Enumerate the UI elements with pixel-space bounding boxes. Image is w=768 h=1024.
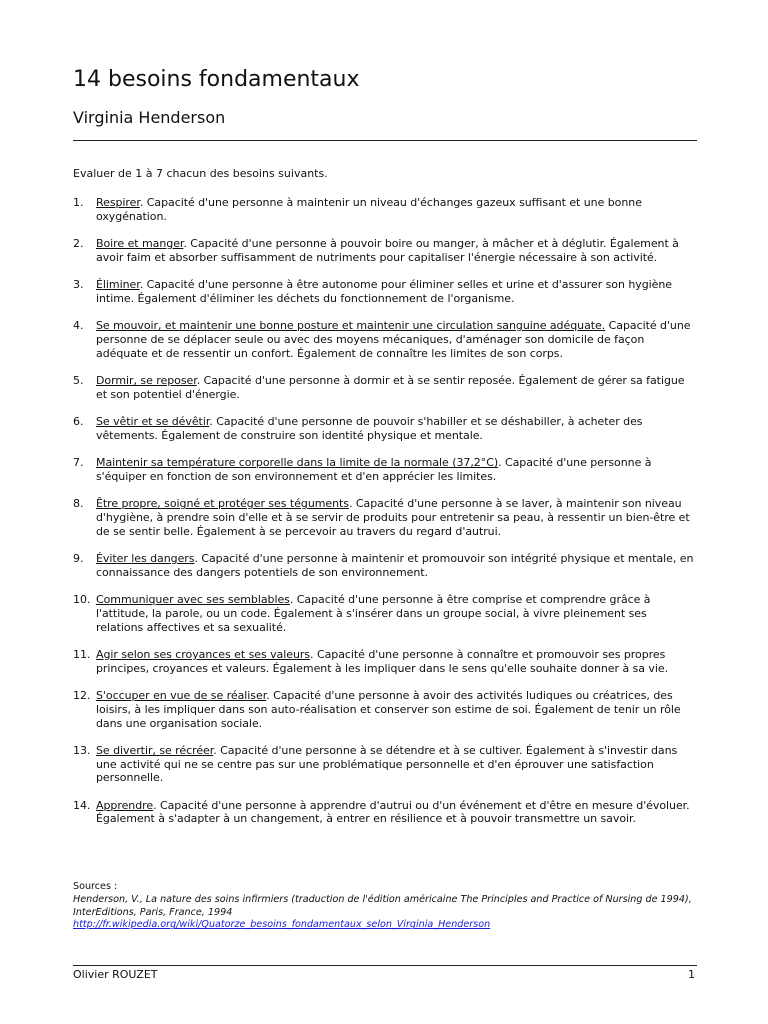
footer-author: Olivier ROUZET <box>73 968 158 981</box>
document-page <box>73 0 697 1024</box>
need-description: . Capacité d'une personne à pouvoir boire ou manger, à mâcher et à déglutir. Également à avoir faim et absorber suffisamment de nutriments pour capitaliser l'énergie nécessaire à son activité. <box>96 237 679 264</box>
need-item <box>73 689 697 730</box>
page-title: 14 besoins fondamentaux <box>73 67 360 92</box>
need-number: 1. <box>73 196 84 209</box>
need-name: Respirer <box>96 196 140 209</box>
need-name: Être propre, soigné et protéger ses téguments <box>96 497 349 511</box>
need-number: 2. <box>73 237 84 251</box>
need-description: . Capacité d'une personne de pouvoir s'habiller et se déshabiller, à acheter des vêtements. Également de construire son identité physique et mentale. <box>96 415 643 442</box>
need-description: . Capacité d'une personne à maintenir et promouvoir son intégrité physique et mentale, en connaissance des dangers potentiels de son environnement. <box>96 552 694 579</box>
need-name: Dormir, se reposer <box>96 374 197 388</box>
need-description: . Capacité d'une personne à se laver, à maintenir son niveau d'hygiène, à prendre soin d'elle et à se servir de produits pour entretenir sa peau, à ressentir un bien-être et de se sentir belle. Également à se percevoir au travers du regard d'autrui. <box>96 497 690 538</box>
need-item <box>73 415 697 442</box>
sources-label: Sources : <box>73 881 118 892</box>
footer-divider <box>73 965 697 966</box>
need-name: Se mouvoir, et maintenir une bonne posture et maintenir une circulation sanguine adéquate. <box>96 319 606 333</box>
need-number: 13. <box>73 743 91 757</box>
need-number: 14. <box>73 798 91 812</box>
need-number: 11. <box>73 648 91 662</box>
need-item <box>73 196 697 223</box>
need-item <box>73 374 697 401</box>
need-description: . Capacité d'une personne à être comprise et comprendre grâce à l'attitude, la parole, ou un code. Également à s'insérer dans un groupe social, à vivre pleinement ses relations affectives et sa sexualité. <box>96 593 651 634</box>
need-number: 8. <box>73 497 84 511</box>
need-description: . Capacité d'une personne à être autonome pour éliminer selles et urine et d'assurer son hygiène intime. Également d'éliminer les déchets du fonctionnement de l'organisme. <box>96 278 673 305</box>
need-name: Maintenir sa température corporelle dans la limite de la normale (37,2°C) <box>96 456 499 470</box>
need-number: 9. <box>73 552 84 566</box>
sources-block <box>73 881 697 932</box>
need-number: 5. <box>73 374 84 388</box>
need-description: . Capacité d'une personne à maintenir un niveau d'échanges gazeux suffisant et une bonne oxygénation. <box>96 196 642 223</box>
need-number: 7. <box>73 456 84 470</box>
need-name: Agir selon ses croyances et ses valeurs <box>96 648 311 662</box>
header-divider <box>73 140 697 141</box>
need-item <box>73 744 697 785</box>
footer-page-number: 1 <box>688 968 695 981</box>
need-description: . Capacité d'une personne à s'équiper en fonction de son environnement et d'en apprécier les limites. <box>96 456 652 483</box>
need-name: Boire et manger <box>96 237 184 251</box>
need-item <box>73 552 697 579</box>
need-number: 6. <box>73 415 84 429</box>
need-name: Communiquer avec ses semblables <box>96 593 290 607</box>
need-item <box>73 593 697 634</box>
need-description: . Capacité d'une personne à dormir et à se sentir reposée. Également de gérer sa fatigue et son potentiel d'énergie. <box>96 374 685 401</box>
need-item <box>73 319 697 360</box>
need-description: Capacité d'une personne de se déplacer seule ou avec des moyens mécaniques, d'aménager son domicile de façon adéquate et de ressentir un confort. Également de connaître les limites de son corps. <box>96 319 691 360</box>
needs-list <box>73 196 697 840</box>
sources-reference: Henderson, V., La nature des soins infirmiers (traduction de l'édition américaine The Principles and Practice of Nursing de 1994), InterEditions, Paris, France, 1994 <box>73 893 692 918</box>
intro-text: Evaluer de 1 à 7 chacun des besoins suivants. <box>73 167 328 180</box>
need-name: Éviter les dangers <box>96 552 195 566</box>
page-subtitle: Virginia Henderson <box>73 108 226 127</box>
need-number: 12. <box>73 689 91 703</box>
need-name: Se divertir, se récréer <box>96 743 214 757</box>
need-item <box>73 456 697 483</box>
need-number: 10. <box>73 593 91 607</box>
need-item <box>73 648 697 675</box>
need-description: . Capacité d'une personne à avoir des activités ludiques ou créatrices, des loisirs, à les impliquer dans son auto-réalisation et conserver son estime de soi. Également de tenir un rôle dans une organisation sociale. <box>96 689 681 730</box>
need-name: Éliminer <box>96 278 140 292</box>
need-description: . Capacité d'une personne à connaître et promouvoir ses propres principes, croyances et valeurs. Également à les impliquer dans le sens qu'elle souhaite donner à sa vie. <box>96 648 669 675</box>
need-item <box>73 799 697 826</box>
sources-link[interactable]: http://fr.wikipedia.org/wiki/Quatorze_besoins_fondamentaux_selon_Virginia_Henderson <box>73 919 491 931</box>
need-item <box>73 278 697 305</box>
need-number: 4. <box>73 319 84 333</box>
need-name: S'occuper en vue de se réaliser <box>96 689 267 703</box>
need-number: 3. <box>73 278 84 292</box>
need-name: Apprendre <box>96 798 154 812</box>
need-description: . Capacité d'une personne à se détendre et à se cultiver. Également à s'investir dans une activité qui ne se centre pas sur une problématique personnelle et d'en éprouver une satisfaction personnelle. <box>96 743 678 785</box>
need-item <box>73 237 697 264</box>
need-item <box>73 497 697 538</box>
need-name: Se vêtir et se dévêtir <box>96 415 210 429</box>
need-description: . Capacité d'une personne à apprendre d'autrui ou d'un événement et d'être en mesure d'évoluer. Également à s'adapter à un changement, à entrer en résilience et à pouvoir transmettre un savoir. <box>96 798 690 826</box>
